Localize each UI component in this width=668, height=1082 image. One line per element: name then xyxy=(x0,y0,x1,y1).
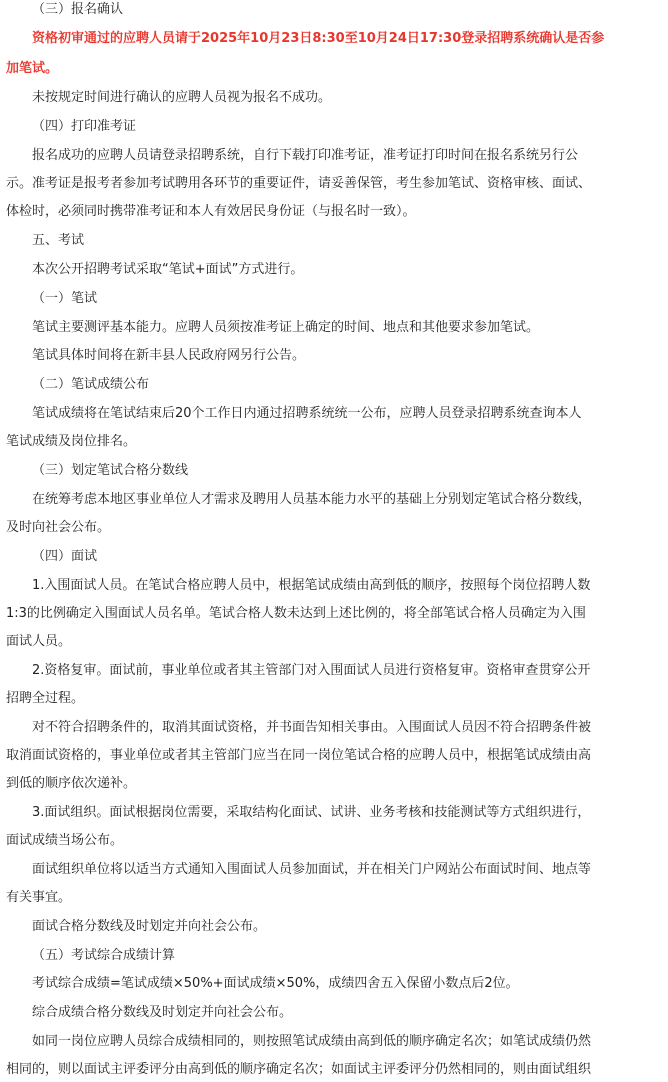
text-line: 面试成绩当场公布。 xyxy=(6,833,124,848)
section-heading: （四）打印准考证 xyxy=(32,119,137,134)
text-line: 有关事宜。 xyxy=(6,890,72,905)
text-line: 未按规定时间进行确认的应聘人员视为报名不成功。 xyxy=(32,90,332,105)
text-line: （三）报名确认 xyxy=(32,2,124,17)
text-line: 招聘全过程。 xyxy=(6,691,85,706)
section-heading: （二）笔试成绩公布 xyxy=(32,377,150,392)
section-heading: （一）笔试 xyxy=(32,291,98,306)
text-line: 面试合格分数线及时划定并向社会公布。 xyxy=(32,919,267,934)
text-line: 笔试成绩将在笔试结束后20个工作日内通过招聘系统统一公布，应聘人员登录招聘系统查询本人 xyxy=(32,406,582,421)
text-line: 笔试具体时间将在新丰县人民政府网另行公告。 xyxy=(32,348,306,363)
text-line: 面试人员。 xyxy=(6,634,72,649)
section-heading: （三）划定笔试合格分数线 xyxy=(32,463,189,478)
text-line: 1:3的比例确定入围面试人员名单。笔试合格人数未达到上述比例的，将全部笔试合格人员确定为入围 xyxy=(6,606,586,621)
text-line: 本次公开招聘考试采取“笔试+面试”方式进行。 xyxy=(32,262,304,277)
text-line: 到低的顺序依次递补。 xyxy=(6,776,137,791)
section-heading: （四）面试 xyxy=(32,549,98,564)
text-line: 综合成绩合格分数线及时划定并向社会公布。 xyxy=(32,1005,293,1020)
text-line: 取消面试资格的，事业单位或者其主管部门应当在同一岗位笔试合格的应聘人员中，根据笔试成绩由高 xyxy=(6,748,592,763)
text-line: 笔试成绩及岗位排名。 xyxy=(6,434,137,449)
section-heading: （五）考试综合成绩计算 xyxy=(32,948,176,963)
text-line: 体检时，必须同时携带准考证和本人有效居民身份证（与报名时一致）。 xyxy=(6,204,416,219)
text-line-highlight: 加笔试。 xyxy=(6,61,59,76)
text-line: 及时向社会公布。 xyxy=(6,520,111,535)
text-line-highlight: 资格初审通过的应聘人员请于2025年10月23日8:30至10月24日17:30登录招聘系统确认是否参 xyxy=(32,31,605,46)
text-line: 相同的，则以面试主评委评分由高到低的顺序确定名次；如面试主评委评分仍然相同的，则由面试组织 xyxy=(6,1062,592,1077)
text-line: 对不符合招聘条件的，取消其面试资格，并书面告知相关事由。入围面试人员因不符合招聘条件被 xyxy=(32,720,592,735)
section-heading: 五、考试 xyxy=(32,233,85,248)
text-line: 在统筹考虑本地区事业单位人才需求及聘用人员基本能力水平的基础上分别划定笔试合格分数线， xyxy=(32,492,592,507)
text-line: 笔试主要测评基本能力。应聘人员须按准考证上确定的时间、地点和其他要求参加笔试。 xyxy=(32,320,540,335)
text-line: 面试组织单位将以适当方式通知入围面试人员参加面试，并在相关门户网站公布面试时间、地点等 xyxy=(32,862,592,877)
text-line: 3.面试组织。面试根据岗位需要，采取结构化面试、试讲、业务考核和技能测试等方式组织进行， xyxy=(32,805,591,820)
text-line: 示。准考证是报考者参加考试聘用各环节的重要证件，请妥善保管，考生参加笔试、资格审核、面试、 xyxy=(6,176,592,191)
text-line: 考试综合成绩=笔试成绩×50%+面试成绩×50%，成绩四舍五入保留小数点后2位。 xyxy=(32,976,519,991)
text-line: 如同一岗位应聘人员综合成绩相同的，则按照笔试成绩由高到低的顺序确定名次；如笔试成绩仍然 xyxy=(32,1034,592,1049)
text-line: 1.入围面试人员。在笔试合格应聘人员中，根据笔试成绩由高到低的顺序，按照每个岗位招聘人数 xyxy=(32,578,591,593)
text-line: 2.资格复审。面试前，事业单位或者其主管部门对入围面试人员进行资格复审。资格审查贯穿公开 xyxy=(32,663,591,678)
text-line: 报名成功的应聘人员请登录招聘系统，自行下载打印准考证，准考证打印时间在报名系统另行公 xyxy=(32,148,579,163)
